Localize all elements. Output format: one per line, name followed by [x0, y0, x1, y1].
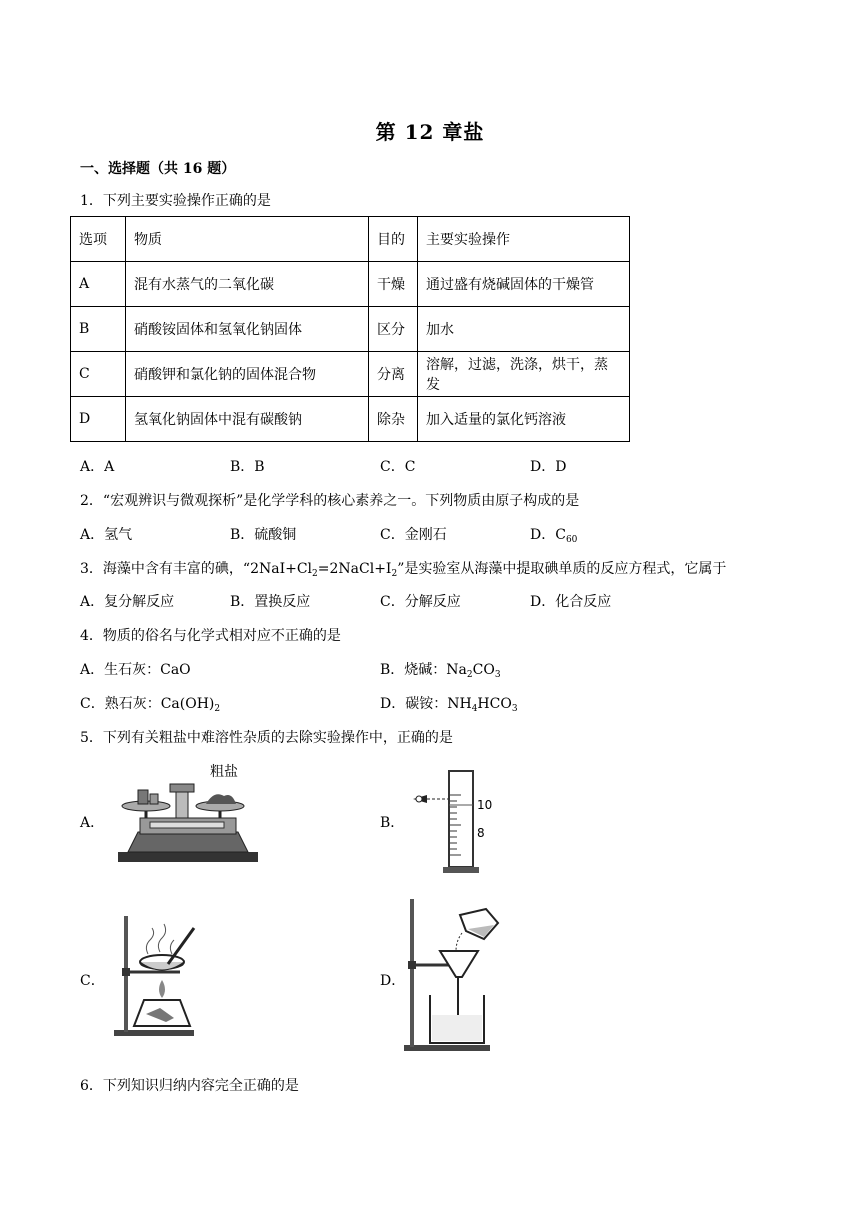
table-cell: 分离: [369, 352, 418, 397]
option-a[interactable]: A．A: [80, 459, 115, 475]
subscript: 3: [494, 670, 501, 680]
option-c[interactable]: C．金刚石: [380, 527, 447, 543]
option-text: B．烧碱：Na: [380, 662, 467, 678]
table-cell: 干燥: [369, 262, 418, 307]
table-cell: 溶解，过滤，洗涤，烘干，蒸发: [418, 352, 630, 397]
option-a[interactable]: A．复分解反应: [80, 594, 175, 610]
cylinder-illustration: [405, 765, 505, 875]
table-cell: D: [71, 397, 126, 442]
table-cell: 氢氧化钠固体中混有碳酸钠: [126, 397, 369, 442]
subscript: 2: [312, 569, 318, 579]
option-d-text: D．C: [530, 527, 566, 543]
table-cell: C: [71, 352, 126, 397]
table-row: [71, 217, 630, 262]
subscript: 3: [511, 704, 518, 714]
subscript: 60: [565, 535, 578, 545]
cylinder-mark: 8: [477, 826, 485, 840]
question-1-stem: 1．下列主要实验操作正确的是: [80, 193, 271, 209]
option-a[interactable]: A．: [80, 815, 105, 831]
table-cell: 主要实验操作: [418, 217, 630, 262]
table-cell: 选项: [71, 217, 126, 262]
option-c[interactable]: C．分解反应: [380, 594, 461, 610]
question-2-stem: 2．“宏观辨识与微观探析”是化学学科的核心素养之一。下列物质由原子构成的是: [80, 493, 580, 509]
option-text: CO: [472, 662, 495, 678]
stem-text: ”是实验室从海藻中提取碘单质的反应方程式，它属于: [397, 561, 727, 577]
table-cell: 混有水蒸气的二氧化碳: [126, 262, 369, 307]
table-cell: 除杂: [369, 397, 418, 442]
option-text: HCO: [477, 696, 512, 712]
subscript: 4: [471, 704, 478, 714]
option-c[interactable]: [80, 693, 220, 714]
option-d[interactable]: D．D: [530, 459, 567, 475]
option-b[interactable]: B．硫酸铜: [230, 527, 297, 543]
table-cell: 硝酸铵固体和氢氧化钠固体: [126, 307, 369, 352]
option-text: D．碳铵：NH: [380, 696, 472, 712]
table-cell: 加水: [418, 307, 630, 352]
table-cell: A: [71, 262, 126, 307]
option-text: C．熟石灰：Ca(OH): [80, 696, 215, 712]
option-d[interactable]: [530, 524, 577, 545]
table-row: [71, 397, 630, 442]
evaporation-illustration: [110, 910, 210, 1040]
stem-text: 3．海藻中含有丰富的碘，“2NaI+Cl: [80, 561, 313, 577]
option-b[interactable]: B．: [380, 815, 405, 831]
option-d[interactable]: D．化合反应: [530, 594, 612, 610]
balance-label: 粗盐: [210, 764, 238, 780]
subscript: 2: [466, 670, 473, 680]
table-cell: 区分: [369, 307, 418, 352]
filtration-illustration: [400, 895, 510, 1055]
table-row: [71, 307, 630, 352]
option-a[interactable]: A．生石灰：CaO: [80, 662, 191, 678]
table-row: [71, 352, 630, 397]
question-3-stem: [80, 558, 726, 579]
question-1-table: [70, 216, 630, 442]
cylinder-mark: 10: [477, 798, 493, 812]
balance-illustration: [110, 760, 260, 870]
question-4-stem: 4．物质的俗名与化学式相对应不正确的是: [80, 628, 341, 644]
table-row: [71, 262, 630, 307]
subscript: 2: [391, 569, 398, 579]
question-6-stem: 6．下列知识归纳内容完全正确的是: [80, 1078, 299, 1094]
option-c[interactable]: C．C: [380, 459, 416, 475]
option-b[interactable]: B．置换反应: [230, 594, 311, 610]
section-heading: 一、选择题（共 16 题）: [80, 161, 236, 177]
question-5-stem: 5．下列有关粗盐中难溶性杂质的去除实验操作中，正确的是: [80, 730, 453, 746]
option-b[interactable]: [380, 659, 501, 680]
stem-text: =2NaCl+I: [317, 561, 392, 577]
table-cell: 目的: [369, 217, 418, 262]
page-title: 第 12 章盐: [375, 120, 485, 144]
subscript: 2: [214, 704, 221, 714]
option-d[interactable]: [380, 693, 518, 714]
table-cell: 物质: [126, 217, 369, 262]
option-a[interactable]: A．氢气: [80, 527, 133, 543]
option-b[interactable]: B．B: [230, 459, 265, 475]
table-cell: 加入适量的氯化钙溶液: [418, 397, 630, 442]
option-c[interactable]: C．: [80, 973, 105, 989]
table-cell: B: [71, 307, 126, 352]
table-cell: 通过盛有烧碱固体的干燥管: [418, 262, 630, 307]
option-d[interactable]: D．: [380, 973, 406, 989]
table-cell: 硝酸钾和氯化钠的固体混合物: [126, 352, 369, 397]
